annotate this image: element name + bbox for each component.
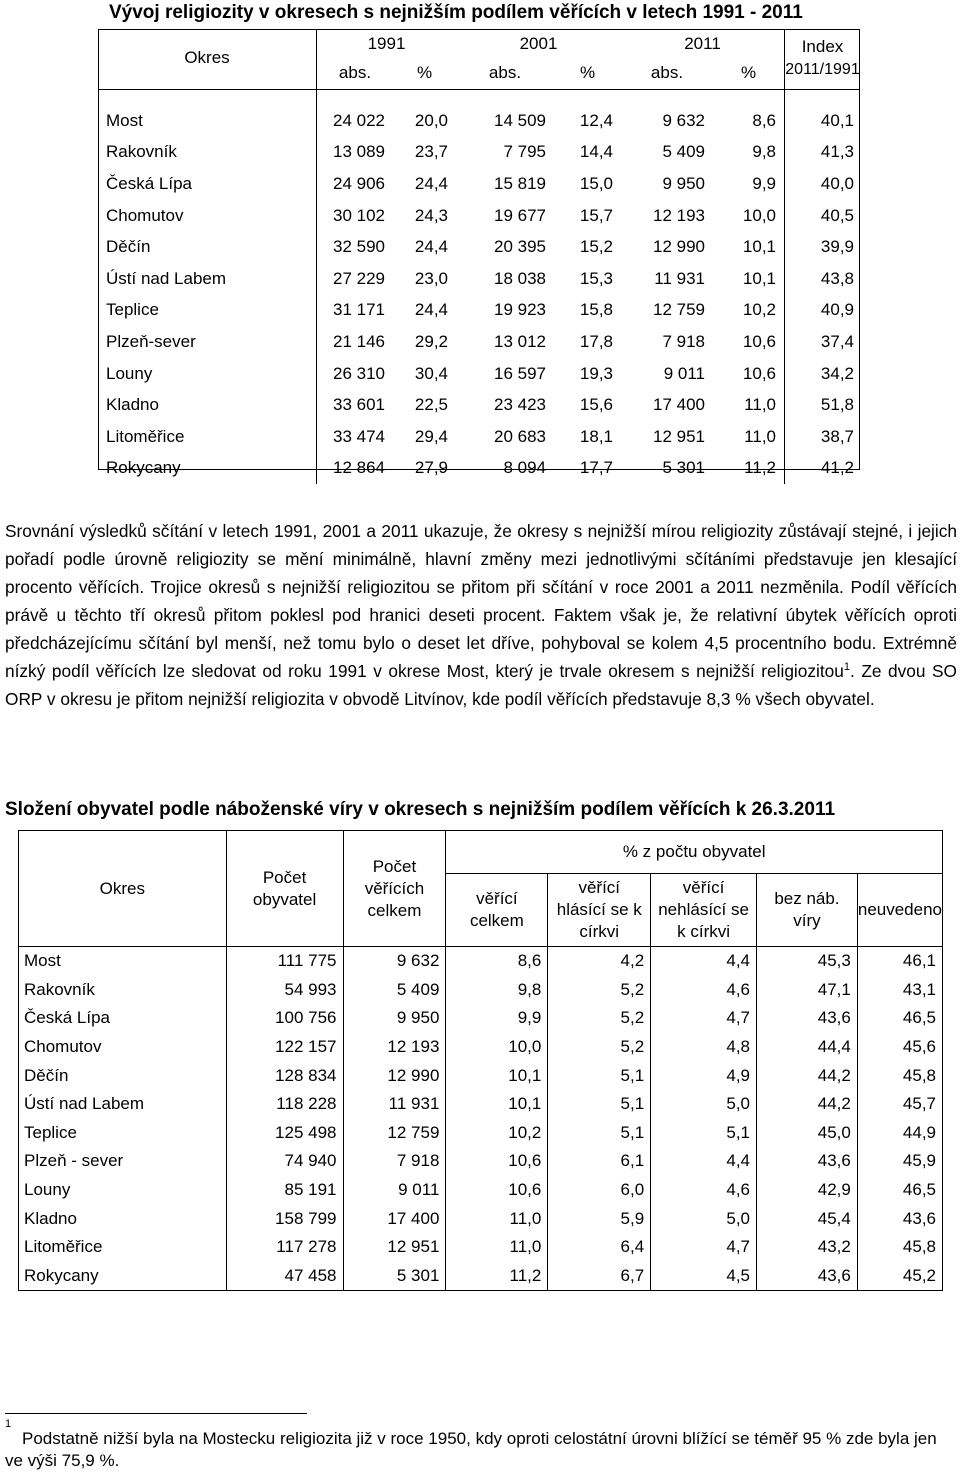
value-cell: 10,0 bbox=[742, 205, 776, 225]
header-vercici-nehlasici: věřící nehlásící se k církvi bbox=[651, 874, 757, 947]
okres-name-cell: Rokycany bbox=[98, 453, 317, 485]
value-cell: 26 310 bbox=[333, 363, 385, 383]
header-index-line2: 2011/1991 bbox=[785, 60, 860, 78]
value-cell: 11,0 bbox=[744, 395, 776, 415]
table1-title: Vývoj religiozity v okresech s nejnižším podílem věřících v letech 1991 - 2011 bbox=[109, 2, 803, 23]
value-cell: 15,8 bbox=[579, 300, 613, 320]
value-cell: 12 951 bbox=[653, 426, 705, 446]
value-cell: 12 990 bbox=[653, 237, 705, 257]
value-cell: 20 395 bbox=[494, 237, 546, 257]
value-cell: 5,2 bbox=[548, 1004, 651, 1033]
value-cell: 24 022 bbox=[333, 110, 385, 130]
value-cell: 20,0 bbox=[414, 110, 448, 130]
value-cell: 15 819 bbox=[494, 173, 546, 193]
header-neuvedeno: neuvedeno bbox=[857, 874, 942, 947]
value-cell: 45,8 bbox=[857, 1061, 942, 1090]
value-cell: 24,4 bbox=[414, 237, 448, 257]
header-pocet-obyvatel: Počet obyvatel bbox=[226, 831, 343, 947]
value-cell: 33 474 bbox=[333, 426, 385, 446]
value-cell: 54 993 bbox=[226, 976, 343, 1005]
okres-name-cell: Kladno bbox=[19, 1204, 227, 1233]
value-cell: 41,2 bbox=[785, 453, 861, 485]
table-row bbox=[98, 421, 860, 453]
header-sub-pct: % bbox=[740, 62, 757, 82]
value-cell: 40,5 bbox=[785, 200, 861, 232]
value-cell: 9 950 bbox=[343, 1004, 446, 1033]
value-cell: 18,1 bbox=[579, 426, 613, 446]
value-cell: 24,4 bbox=[414, 300, 448, 320]
header-sub-abs: abs. bbox=[338, 62, 372, 82]
value-cell: 8,6 bbox=[752, 110, 776, 130]
value-cell: 12 193 bbox=[343, 1033, 446, 1062]
paragraph-text-part2: . Ze dvou SO ORP v okresu je přitom nejnižší religiozita v obvodě Litvínov, kde podíl věřících představuje 8,3 % všech obyvatel. bbox=[5, 661, 957, 709]
value-cell: 10,1 bbox=[742, 268, 776, 288]
value-cell: 122 157 bbox=[226, 1033, 343, 1062]
value-cell: 43,8 bbox=[785, 263, 861, 295]
value-cell: 44,4 bbox=[757, 1033, 858, 1062]
okres-name-cell: Děčín bbox=[98, 231, 317, 263]
value-cell: 12 990 bbox=[343, 1061, 446, 1090]
okres-name-cell: Kladno bbox=[98, 389, 317, 421]
value-cell: 10,6 bbox=[742, 363, 776, 383]
value-cell: 4,2 bbox=[548, 947, 651, 976]
value-cell: 43,6 bbox=[757, 1004, 858, 1033]
table-row bbox=[19, 976, 943, 1005]
value-cell: 11 931 bbox=[343, 1090, 446, 1119]
header-bez-vyry: bez náb. víry bbox=[757, 874, 858, 947]
value-cell: 4,9 bbox=[651, 1061, 757, 1090]
value-cell: 4,7 bbox=[651, 1004, 757, 1033]
header-index-line1: Index bbox=[801, 36, 844, 56]
value-cell: 15,0 bbox=[579, 173, 613, 193]
table-row bbox=[98, 200, 860, 232]
value-cell: 14,4 bbox=[579, 142, 613, 162]
value-cell: 43,6 bbox=[857, 1204, 942, 1233]
table-row bbox=[19, 947, 943, 976]
header-okres: Okres bbox=[98, 29, 317, 87]
table-row bbox=[98, 453, 860, 485]
value-cell: 12 951 bbox=[343, 1233, 446, 1262]
value-cell: 45,4 bbox=[757, 1204, 858, 1233]
header-pocet-vericich: Počet věřících celkem bbox=[343, 831, 446, 947]
value-cell: 5 409 bbox=[343, 976, 446, 1005]
value-cell: 43,6 bbox=[757, 1147, 858, 1176]
table-row bbox=[19, 1147, 943, 1176]
footnote-text: Podstatně nižší byla na Mostecku religiozita již v roce 1950, kdy oproti celostátní úrovni blížící se téměř 95 % zde byla jen ve výši 75,9 %. bbox=[5, 1429, 937, 1470]
value-cell: 6,1 bbox=[548, 1147, 651, 1176]
value-cell: 10,1 bbox=[446, 1090, 548, 1119]
value-cell: 5 301 bbox=[662, 458, 705, 478]
value-cell: 29,4 bbox=[414, 426, 448, 446]
value-cell: 118 228 bbox=[226, 1090, 343, 1119]
okres-name-cell: Most bbox=[98, 105, 317, 137]
value-cell: 100 756 bbox=[226, 1004, 343, 1033]
value-cell: 47,1 bbox=[757, 976, 858, 1005]
value-cell: 19,3 bbox=[579, 363, 613, 383]
religiosity-trend-table bbox=[98, 29, 860, 484]
value-cell: 43,2 bbox=[757, 1233, 858, 1262]
table-row bbox=[98, 105, 860, 137]
value-cell: 10,2 bbox=[742, 300, 776, 320]
header-okres: Okres bbox=[19, 831, 227, 947]
value-cell: 34,2 bbox=[785, 358, 861, 390]
table-row bbox=[19, 1262, 943, 1291]
value-cell: 158 799 bbox=[226, 1204, 343, 1233]
value-cell: 4,8 bbox=[651, 1033, 757, 1062]
value-cell: 43,1 bbox=[857, 976, 942, 1005]
table2-body bbox=[19, 947, 943, 1291]
okres-name-cell: Plzeň - sever bbox=[19, 1147, 227, 1176]
footnote-reference: 1 bbox=[843, 661, 851, 674]
header-sub-abs: abs. bbox=[650, 62, 684, 82]
value-cell: 43,6 bbox=[757, 1262, 858, 1291]
value-cell: 40,1 bbox=[785, 105, 861, 137]
value-cell: 12 759 bbox=[653, 300, 705, 320]
value-cell: 6,4 bbox=[548, 1233, 651, 1262]
table1-header-divider bbox=[98, 89, 860, 90]
value-cell: 10,6 bbox=[446, 1176, 548, 1205]
value-cell: 5,2 bbox=[548, 976, 651, 1005]
value-cell: 24 906 bbox=[333, 173, 385, 193]
header-year-2011: 2011 bbox=[684, 33, 721, 53]
value-cell: 17,8 bbox=[579, 331, 613, 351]
value-cell: 24,3 bbox=[414, 205, 448, 225]
okres-name-cell: Litoměřice bbox=[98, 421, 317, 453]
value-cell: 5,0 bbox=[651, 1204, 757, 1233]
value-cell: 27 229 bbox=[333, 268, 385, 288]
header-year-2001: 2001 bbox=[519, 33, 558, 53]
value-cell: 4,6 bbox=[651, 1176, 757, 1205]
value-cell: 5,1 bbox=[548, 1090, 651, 1119]
footnote-divider bbox=[5, 1413, 307, 1414]
okres-name-cell: Teplice bbox=[19, 1119, 227, 1148]
table-row bbox=[98, 295, 860, 327]
religion-composition-table bbox=[18, 830, 943, 1291]
table-row bbox=[19, 1061, 943, 1090]
value-cell: 9 632 bbox=[343, 947, 446, 976]
value-cell: 11 931 bbox=[654, 268, 705, 288]
value-cell: 44,2 bbox=[757, 1090, 858, 1119]
paragraph-text-part1: Srovnání výsledků sčítání v letech 1991, 2001 a 2011 ukazuje, že okresy s nejnižší mírou religiozity zůstávají stejné, i jejich pořadí podle úrovně religiozity se mění minimálně, hlavní změny mezi jednotlivými sčítáními představuje jen klesající procento věřících. Trojice okresů s nejnižší religiozitou se přitom při sčítání v roce 2001 a 2011 nezměnila. Podíl věřících právě u těchto tří okresů přitom poklesl pod hranici deseti procent. Faktem však je, že relativní úbytek věřících oproti předcházejícímu sčítání byl menší, než tomu bylo o deset let dříve, pohyboval se kolem 4,5 procentního bodu. Extrémně nízký podíl věřících lze sledovat od roku 1991 v okrese Most, který je trvale okresem s nejnižší religiozitou bbox=[5, 521, 957, 681]
value-cell: 128 834 bbox=[226, 1061, 343, 1090]
header-vercici-hlasici: věřící hlásící se k církvi bbox=[548, 874, 651, 947]
value-cell: 18 038 bbox=[494, 268, 546, 288]
value-cell: 45,9 bbox=[857, 1147, 942, 1176]
value-cell: 11,0 bbox=[446, 1233, 548, 1262]
value-cell: 17 400 bbox=[653, 395, 705, 415]
value-cell: 4,6 bbox=[651, 976, 757, 1005]
table-row bbox=[19, 1176, 943, 1205]
okres-name-cell: Ústí nad Labem bbox=[98, 263, 317, 295]
value-cell: 31 171 bbox=[333, 300, 385, 320]
value-cell: 4,7 bbox=[651, 1233, 757, 1262]
table-row bbox=[19, 1033, 943, 1062]
value-cell: 44,2 bbox=[757, 1061, 858, 1090]
value-cell: 30 102 bbox=[333, 205, 385, 225]
value-cell: 33 601 bbox=[333, 395, 385, 415]
value-cell: 20 683 bbox=[494, 426, 546, 446]
value-cell: 9,8 bbox=[752, 142, 776, 162]
value-cell: 4,4 bbox=[651, 947, 757, 976]
value-cell: 9,9 bbox=[752, 173, 776, 193]
header-sub-pct: % bbox=[416, 62, 433, 82]
value-cell: 9 632 bbox=[662, 110, 705, 130]
value-cell: 5,1 bbox=[548, 1119, 651, 1148]
value-cell: 9,9 bbox=[446, 1004, 548, 1033]
value-cell: 45,8 bbox=[857, 1233, 942, 1262]
value-cell: 17,7 bbox=[579, 458, 613, 478]
okres-name-cell: Louny bbox=[98, 358, 317, 390]
okres-name-cell: Chomutov bbox=[19, 1033, 227, 1062]
value-cell: 5,1 bbox=[651, 1119, 757, 1148]
value-cell: 23,7 bbox=[414, 142, 448, 162]
value-cell: 30,4 bbox=[414, 363, 448, 383]
value-cell: 45,3 bbox=[757, 947, 858, 976]
value-cell: 15,3 bbox=[579, 268, 613, 288]
value-cell: 8,6 bbox=[446, 947, 548, 976]
value-cell: 5,9 bbox=[548, 1204, 651, 1233]
value-cell: 51,8 bbox=[785, 389, 861, 421]
value-cell: 41,3 bbox=[785, 137, 861, 169]
value-cell: 13 012 bbox=[494, 331, 546, 351]
table-row bbox=[98, 263, 860, 295]
value-cell: 111 775 bbox=[226, 947, 343, 976]
value-cell: 23 423 bbox=[494, 395, 546, 415]
value-cell: 13 089 bbox=[333, 142, 385, 162]
value-cell: 12 864 bbox=[333, 458, 385, 478]
value-cell: 14 509 bbox=[494, 110, 546, 130]
value-cell: 27,9 bbox=[414, 458, 448, 478]
value-cell: 10,1 bbox=[742, 237, 776, 257]
value-cell: 29,2 bbox=[414, 331, 448, 351]
table-row bbox=[98, 137, 860, 169]
value-cell: 11,0 bbox=[744, 426, 776, 446]
okres-name-cell: Rakovník bbox=[19, 976, 227, 1005]
value-cell: 21 146 bbox=[333, 331, 385, 351]
header-index bbox=[785, 29, 861, 87]
table-row bbox=[98, 231, 860, 263]
value-cell: 6,7 bbox=[548, 1262, 651, 1291]
value-cell: 19 923 bbox=[494, 300, 546, 320]
value-cell: 15,7 bbox=[579, 205, 613, 225]
value-cell: 5,0 bbox=[651, 1090, 757, 1119]
value-cell: 9 011 bbox=[663, 363, 705, 383]
value-cell: 40,0 bbox=[785, 168, 861, 200]
okres-name-cell: Ústí nad Labem bbox=[19, 1090, 227, 1119]
value-cell: 7 795 bbox=[503, 142, 546, 162]
header-sub-abs: abs. bbox=[488, 62, 522, 82]
header-sub-pct: % bbox=[579, 62, 596, 82]
value-cell: 37,4 bbox=[785, 326, 861, 358]
table1-body bbox=[98, 87, 860, 484]
value-cell: 10,1 bbox=[446, 1061, 548, 1090]
value-cell: 12 193 bbox=[653, 205, 705, 225]
value-cell: 12,4 bbox=[579, 110, 613, 130]
value-cell: 4,4 bbox=[651, 1147, 757, 1176]
value-cell: 9,8 bbox=[446, 976, 548, 1005]
table-row bbox=[98, 389, 860, 421]
value-cell: 19 677 bbox=[494, 205, 546, 225]
value-cell: 24,4 bbox=[414, 173, 448, 193]
value-cell: 32 590 bbox=[333, 237, 385, 257]
okres-name-cell: Most bbox=[19, 947, 227, 976]
footnote-mark: 1 bbox=[5, 1418, 12, 1430]
value-cell: 44,9 bbox=[857, 1119, 942, 1148]
table-row bbox=[98, 168, 860, 200]
value-cell: 15,2 bbox=[579, 237, 613, 257]
value-cell: 5 409 bbox=[662, 142, 705, 162]
header-vercici-celkem: věřící celkem bbox=[446, 874, 548, 947]
value-cell: 85 191 bbox=[226, 1176, 343, 1205]
value-cell: 15,6 bbox=[579, 395, 613, 415]
value-cell: 39,9 bbox=[785, 231, 861, 263]
value-cell: 16 597 bbox=[494, 363, 546, 383]
okres-name-cell: Litoměřice bbox=[19, 1233, 227, 1262]
value-cell: 6,0 bbox=[548, 1176, 651, 1205]
value-cell: 11,2 bbox=[744, 458, 776, 478]
value-cell: 9 011 bbox=[343, 1176, 446, 1205]
okres-name-cell: Česká Lípa bbox=[98, 168, 317, 200]
value-cell: 5,1 bbox=[548, 1061, 651, 1090]
table-row bbox=[19, 1090, 943, 1119]
value-cell: 47 458 bbox=[226, 1262, 343, 1291]
value-cell: 8 094 bbox=[503, 458, 546, 478]
value-cell: 10,2 bbox=[446, 1119, 548, 1148]
table-row bbox=[19, 1204, 943, 1233]
table-row bbox=[19, 1233, 943, 1262]
value-cell: 12 759 bbox=[343, 1119, 446, 1148]
value-cell: 22,5 bbox=[414, 395, 448, 415]
value-cell: 117 278 bbox=[226, 1233, 343, 1262]
okres-name-cell: Teplice bbox=[98, 295, 317, 327]
okres-name-cell: Rakovník bbox=[98, 137, 317, 169]
value-cell: 5,2 bbox=[548, 1033, 651, 1062]
value-cell: 10,6 bbox=[742, 331, 776, 351]
value-cell: 125 498 bbox=[226, 1119, 343, 1148]
okres-name-cell: Chomutov bbox=[98, 200, 317, 232]
value-cell: 7 918 bbox=[343, 1147, 446, 1176]
value-cell: 42,9 bbox=[757, 1176, 858, 1205]
table-row bbox=[98, 326, 860, 358]
table-row bbox=[98, 358, 860, 390]
value-cell: 23,0 bbox=[414, 268, 448, 288]
table-row bbox=[19, 1119, 943, 1148]
value-cell: 10,6 bbox=[446, 1147, 548, 1176]
value-cell: 40,9 bbox=[785, 295, 861, 327]
okres-name-cell: Louny bbox=[19, 1176, 227, 1205]
value-cell: 45,0 bbox=[757, 1119, 858, 1148]
value-cell: 4,5 bbox=[651, 1262, 757, 1291]
value-cell: 5 301 bbox=[343, 1262, 446, 1291]
table2-title: Složení obyvatel podle náboženské víry v okresech s nejnižším podílem věřících k 26.3.2011 bbox=[5, 799, 836, 820]
value-cell: 45,7 bbox=[857, 1090, 942, 1119]
header-year-1991: 1991 bbox=[367, 33, 406, 53]
value-cell: 11,2 bbox=[446, 1262, 548, 1291]
value-cell: 45,2 bbox=[857, 1262, 942, 1291]
value-cell: 74 940 bbox=[226, 1147, 343, 1176]
okres-name-cell: Děčín bbox=[19, 1061, 227, 1090]
value-cell: 46,5 bbox=[857, 1004, 942, 1033]
value-cell: 9 950 bbox=[662, 173, 705, 193]
value-cell: 45,6 bbox=[857, 1033, 942, 1062]
value-cell: 38,7 bbox=[785, 421, 861, 453]
header-pct-group: % z počtu obyvatel bbox=[446, 831, 943, 874]
okres-name-cell: Plzeň-sever bbox=[98, 326, 317, 358]
value-cell: 10,0 bbox=[446, 1033, 548, 1062]
okres-name-cell: Česká Lípa bbox=[19, 1004, 227, 1033]
value-cell: 46,1 bbox=[857, 947, 942, 976]
value-cell: 11,0 bbox=[446, 1204, 548, 1233]
okres-name-cell: Rokycany bbox=[19, 1262, 227, 1291]
body-paragraph bbox=[5, 517, 957, 713]
table-row bbox=[19, 1004, 943, 1033]
value-cell: 7 918 bbox=[662, 331, 705, 351]
value-cell: 46,5 bbox=[857, 1176, 942, 1205]
value-cell: 17 400 bbox=[343, 1204, 446, 1233]
